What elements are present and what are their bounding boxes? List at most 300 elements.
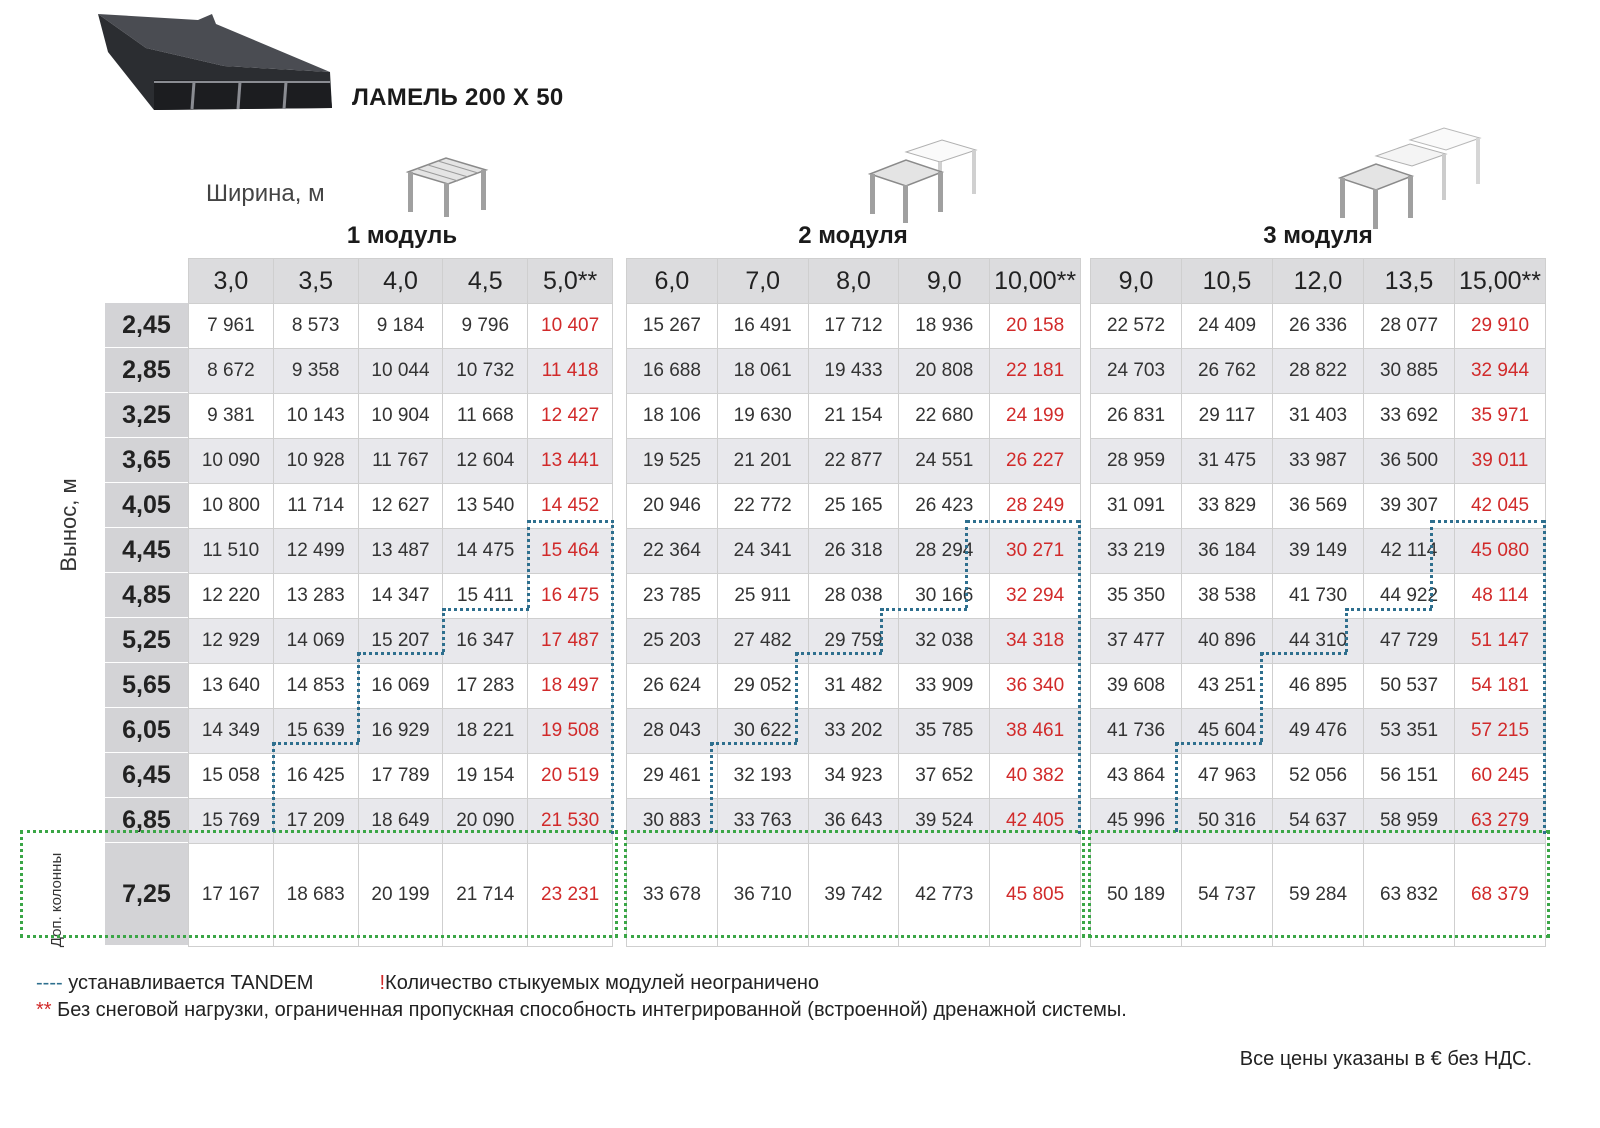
price-cell: 45 604 bbox=[1182, 709, 1273, 754]
extra-columns-frame-2 bbox=[624, 830, 1085, 938]
price-cell: 9 358 bbox=[273, 349, 358, 394]
price-cell: 39 608 bbox=[1091, 664, 1182, 709]
price-cell: 17 712 bbox=[808, 304, 899, 349]
price-cell: 15 464 bbox=[528, 529, 613, 574]
tandem-boundary bbox=[1175, 742, 1178, 832]
price-cell: 35 971 bbox=[1455, 394, 1546, 439]
price-cell: 42 045 bbox=[1455, 484, 1546, 529]
price-cell: 28 077 bbox=[1364, 304, 1455, 349]
product-title: ЛАМЕЛЬ 200 X 50 bbox=[352, 84, 564, 111]
price-cell: 47 729 bbox=[1364, 619, 1455, 664]
price-cell: 29 052 bbox=[717, 664, 808, 709]
price-cell: 28 038 bbox=[808, 574, 899, 619]
price-cell: 19 508 bbox=[528, 709, 613, 754]
price-cell: 13 487 bbox=[358, 529, 443, 574]
projection-axis-label: Вынос, м bbox=[56, 478, 81, 572]
price-cell: 21 201 bbox=[717, 439, 808, 484]
tandem-boundary bbox=[611, 520, 614, 834]
pergola-1-module-icon bbox=[404, 154, 490, 218]
slat-profile-image bbox=[94, 10, 340, 120]
price-cell: 26 336 bbox=[1273, 304, 1364, 349]
price-cell: 14 069 bbox=[273, 619, 358, 664]
snow-marker: ** bbox=[36, 999, 52, 1021]
price-row bbox=[627, 754, 1081, 799]
price-cell: 28 959 bbox=[1091, 439, 1182, 484]
price-cell: 24 409 bbox=[1182, 304, 1273, 349]
price-cell: 25 911 bbox=[717, 574, 808, 619]
price-cell: 17 209 bbox=[273, 799, 358, 844]
tandem-boundary bbox=[528, 520, 614, 523]
tandem-boundary bbox=[710, 742, 713, 832]
unlimited-marker: ! bbox=[379, 972, 386, 994]
price-cell: 15 058 bbox=[189, 754, 274, 799]
width-header: 15,00** bbox=[1455, 259, 1546, 304]
price-cell: 20 158 bbox=[990, 304, 1081, 349]
price-cell: 30 885 bbox=[1364, 349, 1455, 394]
price-cell: 33 987 bbox=[1273, 439, 1364, 484]
price-cell: 21 530 bbox=[528, 799, 613, 844]
width-header-row bbox=[1091, 259, 1546, 304]
price-cell: 63 279 bbox=[1455, 799, 1546, 844]
price-cell: 11 510 bbox=[189, 529, 274, 574]
pergola-3-modules-icon bbox=[1336, 126, 1486, 232]
price-cell: 19 525 bbox=[627, 439, 718, 484]
price-cell: 19 433 bbox=[808, 349, 899, 394]
projection-row-header: 4,85 bbox=[105, 573, 189, 618]
tandem-boundary bbox=[1176, 742, 1262, 745]
price-cell: 51 147 bbox=[1455, 619, 1546, 664]
price-cell: 18 106 bbox=[627, 394, 718, 439]
tandem-boundary bbox=[443, 608, 529, 611]
projection-row-header: 2,85 bbox=[105, 348, 189, 393]
price-cell: 22 680 bbox=[899, 394, 990, 439]
width-header: 6,0 bbox=[627, 259, 718, 304]
price-cell: 9 184 bbox=[358, 304, 443, 349]
price-cell: 30 271 bbox=[990, 529, 1081, 574]
width-header: 3,5 bbox=[273, 259, 358, 304]
price-cell: 18 221 bbox=[443, 709, 528, 754]
price-cell: 38 538 bbox=[1182, 574, 1273, 619]
tandem-note-text: устанавливается TANDEM bbox=[62, 972, 314, 994]
price-cell: 54 637 bbox=[1273, 799, 1364, 844]
tandem-boundary bbox=[795, 652, 798, 742]
price-row bbox=[189, 709, 613, 754]
projection-row-header: 2,45 bbox=[105, 303, 189, 348]
price-cell: 19 630 bbox=[717, 394, 808, 439]
unlimited-note-text: Количество стыкуемых модулей неограничено bbox=[385, 972, 820, 994]
price-cell: 10 800 bbox=[189, 484, 274, 529]
price-row bbox=[1091, 709, 1546, 754]
tandem-boundary bbox=[442, 608, 445, 652]
price-cell: 15 267 bbox=[627, 304, 718, 349]
price-cell: 20 199 bbox=[358, 844, 443, 947]
price-cell: 12 427 bbox=[528, 394, 613, 439]
price-cell: 36 340 bbox=[990, 664, 1081, 709]
price-cell: 40 896 bbox=[1182, 619, 1273, 664]
price-cell: 34 318 bbox=[990, 619, 1081, 664]
price-cell: 11 418 bbox=[528, 349, 613, 394]
width-header: 3,0 bbox=[189, 259, 274, 304]
price-cell: 31 475 bbox=[1182, 439, 1273, 484]
price-cell: 10 143 bbox=[273, 394, 358, 439]
price-cell: 30 883 bbox=[627, 799, 718, 844]
price-cell: 28 822 bbox=[1273, 349, 1364, 394]
price-cell: 50 189 bbox=[1091, 844, 1182, 947]
projection-row-header: 5,25 bbox=[105, 618, 189, 663]
price-cell: 56 151 bbox=[1364, 754, 1455, 799]
price-cell: 22 364 bbox=[627, 529, 718, 574]
width-header: 9,0 bbox=[1091, 259, 1182, 304]
price-cell: 33 909 bbox=[899, 664, 990, 709]
price-cell: 16 425 bbox=[273, 754, 358, 799]
price-cell: 33 219 bbox=[1091, 529, 1182, 574]
tandem-boundary bbox=[527, 520, 530, 608]
price-cell: 25 165 bbox=[808, 484, 899, 529]
price-row bbox=[189, 304, 613, 349]
price-cell: 22 877 bbox=[808, 439, 899, 484]
width-header: 5,0** bbox=[528, 259, 613, 304]
price-row bbox=[189, 349, 613, 394]
price-row bbox=[1091, 754, 1546, 799]
tandem-boundary bbox=[1431, 520, 1545, 523]
price-cell: 15 769 bbox=[189, 799, 274, 844]
price-cell: 44 922 bbox=[1364, 574, 1455, 619]
price-cell: 35 785 bbox=[899, 709, 990, 754]
footnotes bbox=[36, 970, 1127, 1024]
price-cell: 33 202 bbox=[808, 709, 899, 754]
price-cell: 10 407 bbox=[528, 304, 613, 349]
price-cell: 16 347 bbox=[443, 619, 528, 664]
price-cell: 46 895 bbox=[1273, 664, 1364, 709]
price-row bbox=[189, 439, 613, 484]
price-cell: 37 477 bbox=[1091, 619, 1182, 664]
projection-row-header: 5,65 bbox=[105, 663, 189, 708]
width-header: 8,0 bbox=[808, 259, 899, 304]
price-row bbox=[189, 664, 613, 709]
module-3-title: 3 модуля bbox=[1263, 222, 1373, 249]
price-cell: 22 181 bbox=[990, 349, 1081, 394]
price-cell: 36 710 bbox=[717, 844, 808, 947]
price-cell: 68 379 bbox=[1455, 844, 1546, 947]
width-header: 9,0 bbox=[899, 259, 990, 304]
price-cell: 24 199 bbox=[990, 394, 1081, 439]
tandem-boundary bbox=[1430, 520, 1433, 608]
price-row bbox=[1091, 619, 1546, 664]
tandem-boundary bbox=[1260, 652, 1263, 742]
price-cell: 14 475 bbox=[443, 529, 528, 574]
width-header: 4,5 bbox=[443, 259, 528, 304]
price-cell: 26 318 bbox=[808, 529, 899, 574]
price-cell: 30 622 bbox=[717, 709, 808, 754]
price-row bbox=[1091, 529, 1546, 574]
price-cell: 16 688 bbox=[627, 349, 718, 394]
price-row bbox=[627, 349, 1081, 394]
price-cell: 21 154 bbox=[808, 394, 899, 439]
price-cell: 29 759 bbox=[808, 619, 899, 664]
price-cell: 32 944 bbox=[1455, 349, 1546, 394]
price-cell: 29 117 bbox=[1182, 394, 1273, 439]
projection-row-header: 3,65 bbox=[105, 438, 189, 483]
price-cell: 16 475 bbox=[528, 574, 613, 619]
price-cell: 10 732 bbox=[443, 349, 528, 394]
price-cell: 22 772 bbox=[717, 484, 808, 529]
price-cell: 20 519 bbox=[528, 754, 613, 799]
price-cell: 54 181 bbox=[1455, 664, 1546, 709]
tandem-boundary bbox=[1078, 520, 1081, 834]
projection-row-header: 6,45 bbox=[105, 753, 189, 798]
module-1-title: 1 модуль bbox=[346, 222, 458, 249]
price-cell: 12 929 bbox=[189, 619, 274, 664]
extra-columns-label: Доп. колонны bbox=[48, 852, 65, 948]
price-cell: 20 946 bbox=[627, 484, 718, 529]
tandem-note bbox=[36, 970, 1127, 997]
price-cell: 16 491 bbox=[717, 304, 808, 349]
tandem-boundary bbox=[273, 742, 359, 745]
tandem-boundary bbox=[880, 608, 883, 652]
price-cell: 40 382 bbox=[990, 754, 1081, 799]
tandem-boundary bbox=[965, 520, 968, 608]
price-cell: 41 736 bbox=[1091, 709, 1182, 754]
width-header: 12,0 bbox=[1273, 259, 1364, 304]
price-cell: 15 207 bbox=[358, 619, 443, 664]
price-cell: 63 832 bbox=[1364, 844, 1455, 947]
price-cell: 27 482 bbox=[717, 619, 808, 664]
projection-row-header: 7,25 bbox=[105, 843, 189, 946]
price-cell: 17 789 bbox=[358, 754, 443, 799]
price-cell: 15 411 bbox=[443, 574, 528, 619]
price-row bbox=[627, 394, 1081, 439]
price-cell: 12 627 bbox=[358, 484, 443, 529]
price-cell: 21 714 bbox=[443, 844, 528, 947]
price-cell: 9 796 bbox=[443, 304, 528, 349]
price-cell: 31 403 bbox=[1273, 394, 1364, 439]
price-cell: 10 904 bbox=[358, 394, 443, 439]
price-cell: 18 649 bbox=[358, 799, 443, 844]
price-cell: 38 461 bbox=[990, 709, 1081, 754]
price-cell: 28 249 bbox=[990, 484, 1081, 529]
tandem-boundary bbox=[881, 608, 967, 611]
price-cell: 41 730 bbox=[1273, 574, 1364, 619]
price-row bbox=[627, 664, 1081, 709]
tandem-boundary bbox=[1543, 520, 1546, 834]
price-cell: 13 540 bbox=[443, 484, 528, 529]
price-cell: 36 184 bbox=[1182, 529, 1273, 574]
price-cell: 11 668 bbox=[443, 394, 528, 439]
price-cell: 50 537 bbox=[1364, 664, 1455, 709]
price-cell: 31 482 bbox=[808, 664, 899, 709]
width-header: 13,5 bbox=[1364, 259, 1455, 304]
price-cell: 25 203 bbox=[627, 619, 718, 664]
price-cell: 32 193 bbox=[717, 754, 808, 799]
price-cell: 45 805 bbox=[990, 844, 1081, 947]
price-row bbox=[627, 529, 1081, 574]
price-cell: 24 703 bbox=[1091, 349, 1182, 394]
price-row bbox=[1091, 439, 1546, 484]
price-cell: 12 220 bbox=[189, 574, 274, 619]
price-cell: 29 910 bbox=[1455, 304, 1546, 349]
width-header: 4,0 bbox=[358, 259, 443, 304]
price-cell: 24 551 bbox=[899, 439, 990, 484]
price-cell: 13 283 bbox=[273, 574, 358, 619]
price-cell: 29 461 bbox=[627, 754, 718, 799]
price-cell: 23 231 bbox=[528, 844, 613, 947]
price-cell: 39 149 bbox=[1273, 529, 1364, 574]
price-cell: 17 487 bbox=[528, 619, 613, 664]
price-cell: 33 678 bbox=[627, 844, 718, 947]
price-cell: 14 347 bbox=[358, 574, 443, 619]
tandem-boundary bbox=[1261, 652, 1347, 655]
price-cell: 31 091 bbox=[1091, 484, 1182, 529]
tandem-boundary bbox=[796, 652, 882, 655]
price-cell: 12 604 bbox=[443, 439, 528, 484]
price-cell: 50 316 bbox=[1182, 799, 1273, 844]
price-cell: 10 090 bbox=[189, 439, 274, 484]
width-header-row bbox=[189, 259, 613, 304]
price-row bbox=[627, 709, 1081, 754]
price-cell: 60 245 bbox=[1455, 754, 1546, 799]
price-row bbox=[1091, 304, 1546, 349]
price-cell: 34 923 bbox=[808, 754, 899, 799]
price-cell: 33 829 bbox=[1182, 484, 1273, 529]
price-cell: 28 043 bbox=[627, 709, 718, 754]
price-cell: 26 423 bbox=[899, 484, 990, 529]
projection-row-header: 4,05 bbox=[105, 483, 189, 528]
price-cell: 32 038 bbox=[899, 619, 990, 664]
price-row bbox=[189, 529, 613, 574]
price-cell: 45 996 bbox=[1091, 799, 1182, 844]
price-cell: 14 349 bbox=[189, 709, 274, 754]
price-cell: 8 573 bbox=[273, 304, 358, 349]
width-header: 10,00** bbox=[990, 259, 1081, 304]
price-cell: 26 624 bbox=[627, 664, 718, 709]
extra-columns-frame-3 bbox=[1088, 830, 1550, 938]
tandem-boundary bbox=[357, 652, 360, 742]
price-cell: 58 959 bbox=[1364, 799, 1455, 844]
price-cell: 28 294 bbox=[899, 529, 990, 574]
tandem-boundary bbox=[966, 520, 1080, 523]
price-cell: 26 227 bbox=[990, 439, 1081, 484]
price-cell: 9 381 bbox=[189, 394, 274, 439]
price-cell: 8 672 bbox=[189, 349, 274, 394]
price-cell: 23 785 bbox=[627, 574, 718, 619]
price-cell: 45 080 bbox=[1455, 529, 1546, 574]
tandem-boundary bbox=[272, 742, 275, 832]
price-cell: 10 928 bbox=[273, 439, 358, 484]
projection-row-header: 6,85 bbox=[105, 798, 189, 843]
price-row bbox=[189, 574, 613, 619]
price-cell: 43 251 bbox=[1182, 664, 1273, 709]
price-cell: 11 767 bbox=[358, 439, 443, 484]
projection-row-header: 6,05 bbox=[105, 708, 189, 753]
price-cell: 22 572 bbox=[1091, 304, 1182, 349]
price-cell: 19 154 bbox=[443, 754, 528, 799]
projection-row-header: 4,45 bbox=[105, 528, 189, 573]
price-row bbox=[1091, 574, 1546, 619]
price-cell: 20 808 bbox=[899, 349, 990, 394]
pergola-2-modules-icon bbox=[866, 138, 980, 228]
price-cell: 14 853 bbox=[273, 664, 358, 709]
price-cell: 43 864 bbox=[1091, 754, 1182, 799]
width-axis-label: Ширина, м bbox=[206, 180, 325, 207]
price-cell: 35 350 bbox=[1091, 574, 1182, 619]
price-cell: 52 056 bbox=[1273, 754, 1364, 799]
snow-note-text: Без снеговой нагрузки, ограниченная пропускная способность интегрированной (встроенной) дренажной системы. bbox=[51, 999, 1127, 1021]
price-cell: 32 294 bbox=[990, 574, 1081, 619]
price-cell: 53 351 bbox=[1364, 709, 1455, 754]
tandem-boundary bbox=[1346, 608, 1432, 611]
price-cell: 49 476 bbox=[1273, 709, 1364, 754]
price-row bbox=[627, 304, 1081, 349]
projection-row-header: 3,25 bbox=[105, 393, 189, 438]
tandem-marker: ---- bbox=[36, 972, 63, 994]
price-cell: 24 341 bbox=[717, 529, 808, 574]
price-cell: 17 167 bbox=[189, 844, 274, 947]
price-cell: 39 307 bbox=[1364, 484, 1455, 529]
price-row bbox=[189, 619, 613, 664]
price-cell: 42 405 bbox=[990, 799, 1081, 844]
price-row bbox=[1091, 349, 1546, 394]
price-cell: 47 963 bbox=[1182, 754, 1273, 799]
price-cell: 57 215 bbox=[1455, 709, 1546, 754]
extra-columns-frame-1 bbox=[20, 830, 618, 938]
price-cell: 39 742 bbox=[808, 844, 899, 947]
price-row bbox=[189, 754, 613, 799]
price-cell: 42 114 bbox=[1364, 529, 1455, 574]
price-cell: 26 762 bbox=[1182, 349, 1273, 394]
price-cell: 7 961 bbox=[189, 304, 274, 349]
price-cell: 11 714 bbox=[273, 484, 358, 529]
price-row bbox=[627, 574, 1081, 619]
width-header: 10,5 bbox=[1182, 259, 1273, 304]
price-cell: 30 166 bbox=[899, 574, 990, 619]
price-row bbox=[627, 619, 1081, 664]
price-cell: 18 061 bbox=[717, 349, 808, 394]
price-cell: 20 090 bbox=[443, 799, 528, 844]
price-row bbox=[1091, 664, 1546, 709]
tandem-boundary bbox=[711, 742, 797, 745]
price-cell: 17 283 bbox=[443, 664, 528, 709]
price-cell: 48 114 bbox=[1455, 574, 1546, 619]
tandem-boundary bbox=[1345, 608, 1348, 652]
price-cell: 33 763 bbox=[717, 799, 808, 844]
price-cell: 33 692 bbox=[1364, 394, 1455, 439]
price-cell: 26 831 bbox=[1091, 394, 1182, 439]
price-cell: 54 737 bbox=[1182, 844, 1273, 947]
price-cell: 36 643 bbox=[808, 799, 899, 844]
price-cell: 18 936 bbox=[899, 304, 990, 349]
price-cell: 42 773 bbox=[899, 844, 990, 947]
price-row bbox=[627, 439, 1081, 484]
price-cell: 44 310 bbox=[1273, 619, 1364, 664]
width-header-row bbox=[627, 259, 1081, 304]
price-cell: 15 639 bbox=[273, 709, 358, 754]
price-cell: 39 011 bbox=[1455, 439, 1546, 484]
price-cell: 59 284 bbox=[1273, 844, 1364, 947]
module-2-title: 2 модуля bbox=[798, 222, 908, 249]
prices-note: Все цены указаны в € без НДС. bbox=[1239, 1048, 1532, 1070]
price-cell: 16 929 bbox=[358, 709, 443, 754]
price-cell: 37 652 bbox=[899, 754, 990, 799]
price-cell: 10 044 bbox=[358, 349, 443, 394]
width-header: 7,0 bbox=[717, 259, 808, 304]
price-cell: 18 683 bbox=[273, 844, 358, 947]
price-cell: 36 569 bbox=[1273, 484, 1364, 529]
price-row bbox=[189, 394, 613, 439]
price-cell: 36 500 bbox=[1364, 439, 1455, 484]
price-row bbox=[1091, 394, 1546, 439]
price-cell: 14 452 bbox=[528, 484, 613, 529]
snow-note bbox=[36, 997, 1127, 1024]
